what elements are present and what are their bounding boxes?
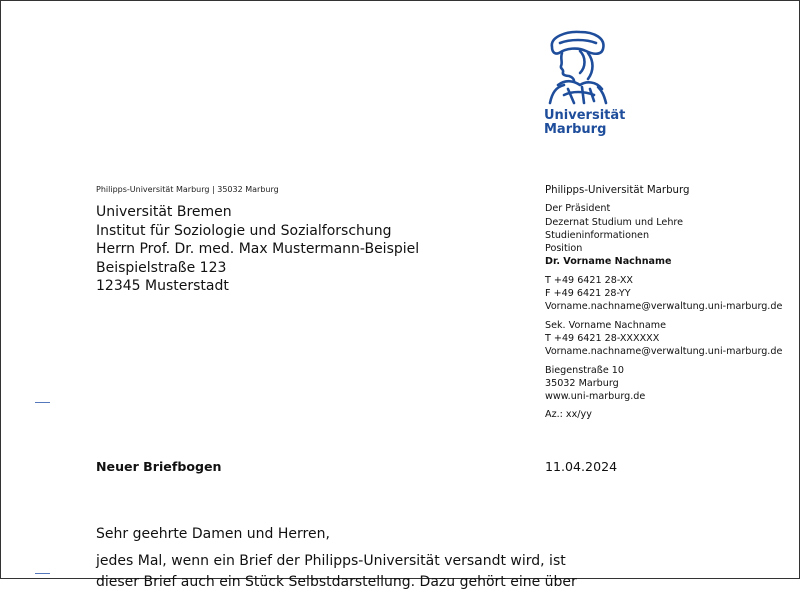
recipient-line: Herrn Prof. Dr. med. Max Mustermann-Beispiel — [96, 241, 420, 258]
recipient-line: Beispielstraße 123 — [96, 259, 227, 276]
sidebar-city: 35032 Marburg — [545, 377, 619, 389]
logo-wordmark — [544, 109, 625, 137]
sidebar-reference: Az.: xx/yy — [545, 409, 592, 421]
sidebar-secretary-email-link[interactable]: Vorname.nachname@verwaltung.uni-marburg.de — [545, 346, 783, 358]
university-logo — [542, 29, 632, 141]
logo-line-2: Marburg — [544, 122, 607, 137]
university-seal-portrait-icon — [544, 29, 610, 105]
sidebar-org: Philipps-Universität Marburg — [545, 185, 690, 196]
sidebar-office-line: Studieninformationen — [545, 229, 650, 241]
recipient-line: 12345 Musterstadt — [96, 278, 229, 295]
recipient-address — [96, 203, 419, 296]
sidebar-secretary-phone: T +49 6421 28-XXXXXX — [545, 332, 660, 344]
sidebar-email-link[interactable]: Vorname.nachname@verwaltung.uni-marburg.de — [545, 301, 783, 313]
recipient-line: Universität Bremen — [96, 204, 232, 220]
sidebar-secretary-name: Sek. Vorname Nachname — [545, 319, 666, 331]
sidebar-office-line: Dezernat Studium und Lehre — [545, 216, 684, 228]
sidebar-contact-name: Dr. Vorname Nachname — [545, 256, 672, 268]
letter-date: 11.04.2024 — [545, 459, 618, 474]
sidebar-office-line: Der Präsident — [545, 203, 611, 215]
letter-subject: Neuer Briefbogen — [96, 459, 222, 474]
sender-return-line: Philipps-Universität Marburg | 35032 Marburg — [96, 185, 279, 194]
letter-body — [96, 551, 577, 593]
logo-line-1: Universität — [544, 108, 626, 123]
body-line: dieser Brief auch ein Stück Selbstdarstellung. Dazu gehört eine über — [96, 574, 577, 590]
sidebar-phone: T +49 6421 28-XX — [545, 274, 634, 286]
info-sidebar — [545, 184, 782, 422]
letter-salutation: Sehr geehrte Damen und Herren, — [96, 526, 330, 542]
recipient-line: Institut für Soziologie und Sozialforschung — [96, 222, 392, 239]
sidebar-website-link[interactable]: www.uni-marburg.de — [545, 391, 646, 403]
sidebar-street: Biegenstraße 10 — [545, 364, 625, 376]
fold-mark — [35, 402, 50, 403]
punch-mark — [35, 573, 50, 574]
sidebar-office-line: Position — [545, 243, 583, 255]
sidebar-fax: F +49 6421 28-YY — [545, 288, 631, 300]
body-line: jedes Mal, wenn ein Brief der Philipps-Universität versandt wird, ist — [96, 553, 566, 569]
